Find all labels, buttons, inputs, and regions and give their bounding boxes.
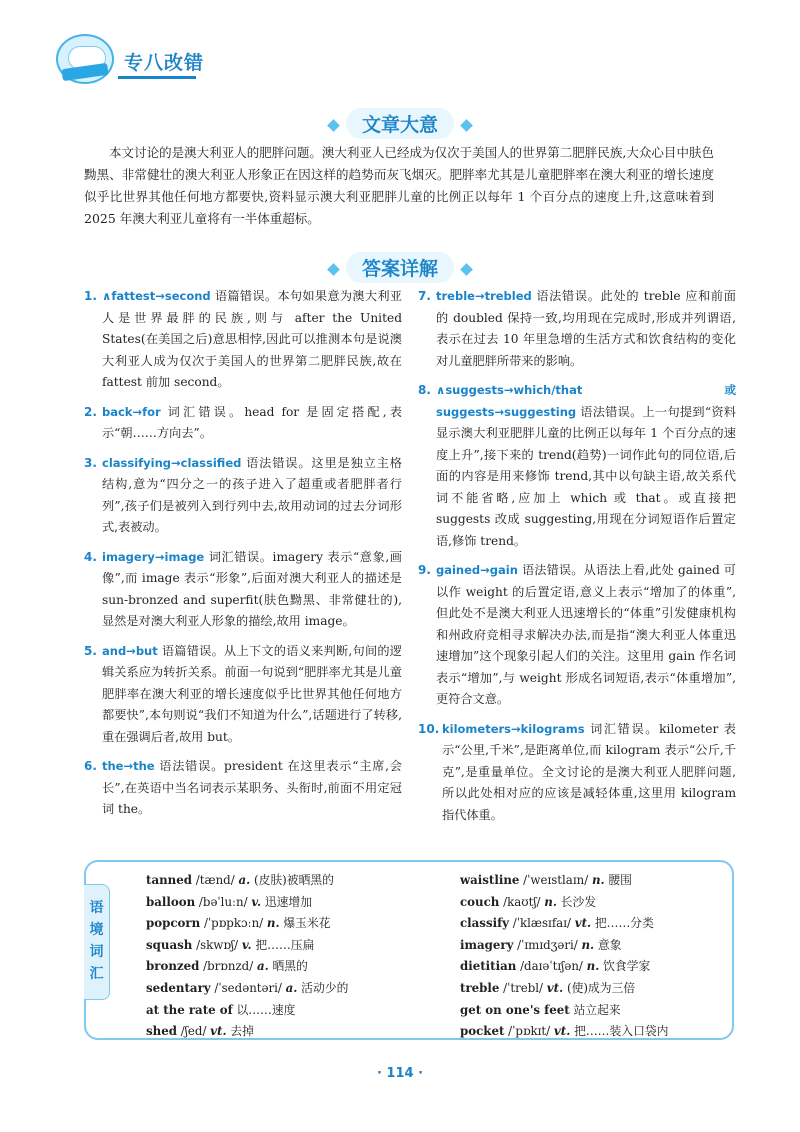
vocab-pos: vt. bbox=[210, 1024, 227, 1039]
answer-number: 3. bbox=[84, 455, 97, 470]
answer-item bbox=[418, 560, 736, 711]
vocab-entry bbox=[460, 1021, 730, 1043]
vocab-ipa: /bəˈluːn/ bbox=[195, 894, 252, 909]
mascot-logo-icon bbox=[56, 34, 114, 84]
vocab-entry bbox=[146, 956, 446, 978]
vocab-definition: (使)成为三倍 bbox=[563, 980, 636, 995]
vocab-pos: n. bbox=[581, 937, 595, 952]
vocab-definition: 长沙发 bbox=[556, 894, 597, 909]
vocab-ipa: /ˈɪmɪdʒəri/ bbox=[513, 937, 582, 952]
answer-explanation: 语法错误。这里是独立主格结构,意为“四分之一的孩子进入了超重或者肥胖者行列”,孩子们是被列入到行列中去,故用动词的过去分词形式,表被动。 bbox=[102, 455, 402, 534]
header-title: 专八改错 bbox=[124, 52, 205, 74]
vocab-definition: 以……速度 bbox=[236, 1002, 296, 1017]
vocab-word: pocket bbox=[460, 1024, 505, 1039]
vocab-entry bbox=[146, 870, 446, 892]
vocab-definition: 腰围 bbox=[604, 873, 632, 887]
vocab-ipa: /ˈweɪstlaɪn/ bbox=[519, 873, 592, 887]
answer-number: 8. bbox=[418, 383, 431, 397]
vocab-entry bbox=[146, 978, 446, 1000]
vocab-pos: v. bbox=[241, 937, 252, 952]
answer-correction: the→the bbox=[102, 759, 155, 773]
vocab-word: dietitian bbox=[460, 959, 517, 974]
vocab-definition: 把……分类 bbox=[591, 916, 654, 931]
vocab-pos: vt. bbox=[546, 980, 564, 995]
vocab-ipa: /tænd/ bbox=[192, 873, 239, 887]
vocab-pos: n. bbox=[266, 916, 280, 931]
vocab-pos: a. bbox=[285, 980, 298, 995]
vocabulary-column-left bbox=[146, 870, 446, 1043]
answers-section-title bbox=[0, 252, 800, 283]
answer-explanation: 语篇错误。从上下文的语义来判断,句间的逻辑关系应为转折关系。前面一句说到“肥胖率尤其是儿童肥胖率在澳大利亚的增长速度似乎比世界其他任何地方都要快”,本句则说“我们不知道为什么”,话题进行了转移,重在强调后者,故用 but。 bbox=[102, 643, 402, 744]
answer-item bbox=[84, 402, 402, 445]
answer-correction: and→but bbox=[102, 643, 158, 658]
vocab-definition: 迅速增加 bbox=[261, 894, 313, 909]
summary-body bbox=[84, 142, 714, 230]
vocab-ipa: /ˈpɒpkɔːn/ bbox=[200, 916, 267, 931]
vocab-entry bbox=[460, 978, 730, 1000]
vocab-pos: n. bbox=[544, 894, 557, 909]
vocab-entry bbox=[146, 935, 446, 957]
answer-correction: ∧fattest→second bbox=[102, 289, 211, 303]
answer-item bbox=[418, 286, 736, 372]
vocab-word: popcorn bbox=[146, 916, 201, 931]
vocab-ipa: /daɪəˈtɪʃən/ bbox=[516, 959, 587, 974]
vocab-word: treble bbox=[460, 980, 500, 995]
vocab-definition: 活动少的 bbox=[297, 980, 349, 995]
vocab-ipa: /ˈsedəntəri/ bbox=[210, 980, 286, 995]
vocab-word: get on one's feet bbox=[460, 1002, 570, 1017]
vocab-definition: 意象 bbox=[594, 937, 622, 952]
vocab-entry bbox=[460, 1000, 730, 1022]
answer-explanation: 词汇错误。head for 是固定搭配,表示“朝……方向去”。 bbox=[102, 404, 402, 440]
vocab-definition: 爆玉米花 bbox=[279, 916, 331, 931]
answer-number: 2. bbox=[84, 404, 97, 419]
vocab-pos: n. bbox=[586, 959, 600, 974]
vocab-pos: n. bbox=[591, 873, 605, 887]
answers-column-right bbox=[418, 286, 736, 834]
vocab-word: waistline bbox=[460, 873, 520, 887]
answer-number: 10. bbox=[418, 721, 440, 736]
vocab-word: sedentary bbox=[146, 980, 211, 995]
vocab-pos: vt. bbox=[574, 916, 592, 931]
answer-item bbox=[418, 380, 736, 552]
vocab-word: bronzed bbox=[146, 959, 200, 974]
vocab-definition: 晒黑的 bbox=[268, 959, 308, 974]
vocab-ipa: /ˈklæsɪfaɪ/ bbox=[509, 916, 575, 931]
vocab-entry bbox=[146, 913, 446, 935]
vocab-ipa: /kaʊtʃ/ bbox=[499, 894, 545, 909]
ribbon-icon bbox=[61, 63, 108, 81]
diamond-icon bbox=[460, 263, 473, 276]
answer-explanation: 词汇错误。kilometer 表示“公里,千米”,是距离单位,而 kilogram 表示“公斤,千克”,是重量单位。全文讨论的是澳大利亚人肥胖问题,所以此处相对应的应该是减轻体重,这里用 kilogram 指代体重。 bbox=[442, 721, 736, 822]
answer-explanation: 语法错误。上一句提到“资料显示澳大利亚肥胖儿童的比例正以每年 1 个百分点的速度上升”,接下来的 trend(趋势)一词作此句的同位语,后面的内容是用来修饰 trend,其中以句缺主语,故关系代词不能省略,应加上 which 或 that。或直接把 suggests 改成 suggesting,用现在分词短语作后置定语,修饰 trend。 bbox=[436, 404, 736, 548]
vocab-definition: 站立起来 bbox=[573, 1002, 621, 1017]
page-number: · 114 · bbox=[376, 1066, 424, 1081]
diamond-icon bbox=[327, 119, 340, 132]
vocabulary-tag: 语境词汇 bbox=[84, 884, 110, 1000]
answer-correction: kilometers→kilograms bbox=[442, 721, 585, 736]
vocab-ipa: /ˈtrebl/ bbox=[499, 980, 547, 995]
answer-explanation: 语法错误。从语法上看,此处 gained 可以作 weight 的后置定语,意义上表示“增加了的体重”,但此处不是澳大利亚人迅速增长的“体重”引发健康机构和州政府竞相寻求解决办法,而是指“澳大利亚人体重迅速增加”这个现象引起人们的关注。这里用 gain 作名词表示“增加”,与 weight 形成名词短语,表示“体重增加”,更符合文意。 bbox=[436, 563, 736, 706]
answer-correction: treble→trebled bbox=[436, 289, 532, 303]
answer-item bbox=[84, 641, 402, 749]
answer-number: 4. bbox=[84, 549, 97, 564]
vocab-definition: 饮食学家 bbox=[599, 959, 651, 974]
vocab-definition: (皮肤)被晒黑的 bbox=[250, 873, 334, 887]
vocab-word: tanned bbox=[146, 873, 193, 887]
answers-column-left bbox=[84, 286, 402, 829]
answer-explanation: 语法错误。此处的 treble 应和前面的 doubled 保持一致,均用现在完成时,形成并列谓语,表示在过去 10 年里急增的生活方式和饮食结构的变化对儿童肥胖所带来的影响。 bbox=[436, 289, 736, 368]
vocab-entry bbox=[146, 1021, 446, 1043]
answer-number: 7. bbox=[418, 289, 431, 303]
vocab-entry bbox=[460, 892, 730, 914]
answer-number: 5. bbox=[84, 643, 97, 658]
summary-paragraph: 本文讨论的是澳大利亚人的肥胖问题。澳大利亚人已经成为仅次于美国人的世界第二肥胖民族,大众心目中肤色黝黑、非常健壮的澳大利亚人形象正在因这样的趋势而灰飞烟灭。肥胖率尤其是儿童肥胖率在澳大利亚的增长速度似乎比世界其他任何地方都要快,资料显示澳大利亚肥胖儿童的比例正以每年 1 个百分点的速度上升,这意味着到 2025 年澳大利亚儿童将有一半体重超标。 bbox=[84, 145, 714, 226]
vocab-pos: v. bbox=[251, 894, 262, 909]
vocab-word: couch bbox=[460, 894, 500, 909]
answer-number: 1. bbox=[84, 289, 97, 303]
vocab-entry bbox=[146, 892, 446, 914]
vocabulary-column-right bbox=[460, 870, 730, 1043]
vocab-word: classify bbox=[460, 916, 510, 931]
answer-item bbox=[84, 756, 402, 821]
vocab-pos: a. bbox=[256, 959, 269, 974]
vocab-entry bbox=[460, 913, 730, 935]
vocab-ipa: /ˈpɒkɪt/ bbox=[504, 1024, 554, 1039]
answer-correction: classifying→classified bbox=[102, 455, 242, 470]
vocab-ipa: /ʃed/ bbox=[176, 1024, 211, 1039]
vocab-entry bbox=[460, 935, 730, 957]
diamond-icon bbox=[327, 263, 340, 276]
vocab-definition: 去掉 bbox=[226, 1024, 254, 1039]
answer-explanation: 词汇错误。imagery 表示“意象,画像”,而 image 表示“形象”,后面对澳大利亚人的描述是 sun-bronzed and superfit(肤色黝黑、非常健壮的),显然是对澳大利亚人形象的描绘,故用 image。 bbox=[102, 549, 402, 628]
vocab-word: shed bbox=[146, 1024, 177, 1039]
answer-item bbox=[84, 286, 402, 394]
answer-item bbox=[84, 453, 402, 539]
vocab-ipa: /brɒnzd/ bbox=[199, 959, 257, 974]
summary-section-title bbox=[0, 108, 800, 139]
answer-correction: imagery→image bbox=[102, 549, 205, 564]
vocab-ipa: /skwɒʃ/ bbox=[192, 937, 242, 952]
vocab-word: imagery bbox=[460, 937, 514, 952]
answer-explanation: 语篇错误。本句如果意为澳大利亚人是世界最胖的民族,则与 after the United States(在美国之后)意思相悖,因此可以推测本句是说澳大利亚人成为仅次于美国人的世界第二肥胖民族,故在 fattest 前加 second。 bbox=[102, 289, 402, 389]
answer-item bbox=[418, 719, 736, 827]
answer-number: 9. bbox=[418, 563, 431, 577]
page-header bbox=[0, 0, 800, 90]
answer-item bbox=[84, 547, 402, 633]
answer-correction: ∧suggests→which/that 或 suggests→suggesting bbox=[436, 383, 736, 419]
summary-title-pill: 文章大意 bbox=[346, 108, 454, 139]
vocab-word: squash bbox=[146, 937, 193, 952]
header-underline bbox=[118, 76, 196, 79]
vocabulary-box bbox=[84, 860, 734, 1040]
diamond-icon bbox=[460, 119, 473, 132]
answer-correction: gained→gain bbox=[436, 563, 518, 577]
vocab-word: balloon bbox=[146, 894, 196, 909]
answer-explanation: 语法错误。president 在这里表示“主席,会长”,在英语中当名词表示某职务、头衔时,前面不用定冠词 the。 bbox=[102, 759, 402, 816]
vocab-definition: 把……装入口袋内 bbox=[570, 1024, 669, 1039]
vocab-pos: a. bbox=[238, 873, 251, 887]
vocab-word: at the rate of bbox=[146, 1002, 233, 1017]
vocab-entry bbox=[460, 956, 730, 978]
answer-number: 6. bbox=[84, 759, 97, 773]
vocab-entry bbox=[460, 870, 730, 892]
vocab-entry bbox=[146, 1000, 446, 1022]
vocab-pos: vt. bbox=[553, 1024, 571, 1039]
vocab-definition: 把……压扁 bbox=[251, 937, 315, 952]
answers-title-pill: 答案详解 bbox=[346, 252, 454, 283]
answer-correction: back→for bbox=[102, 404, 161, 419]
